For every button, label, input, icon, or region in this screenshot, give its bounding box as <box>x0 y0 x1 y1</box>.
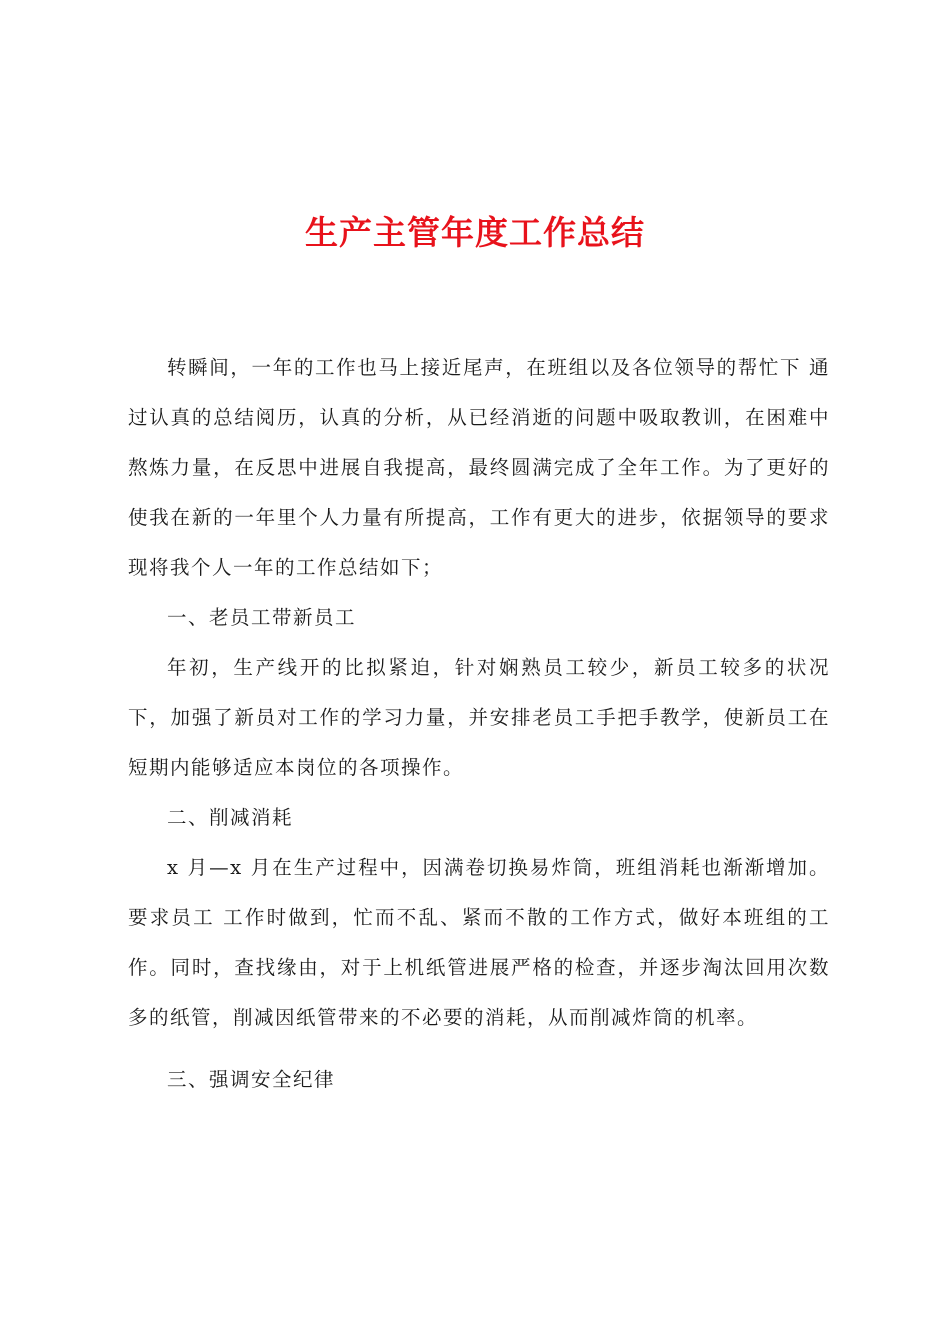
section-heading-3: 三、强调安全纪律 <box>167 1068 336 1091</box>
document-title: 生产主管年度工作总结 <box>305 213 645 252</box>
section-heading-1: 一、老员工带新员工 <box>167 606 357 629</box>
document-body <box>128 343 830 1105</box>
section-heading-2: 二、削减消耗 <box>167 806 294 829</box>
section-body-1: 年初，生产线开的比拟紧迫，针对娴熟员工较少，新员工较多的状况下，加强了新员对工作的学习力量，并安排老员工手把手教学，使新员工在短期内能够适应本岗位的各项操作。 <box>128 656 830 779</box>
section-body-2: x 月—x 月在生产过程中，因满卷切换易炸筒，班组消耗也渐渐增加。要求员工 工作时做到，忙而不乱、紧而不散的工作方式，做好本班组的工作。同时，查找缘由，对于上机纸管进展严格的检查，并逐步淘汰回用次数多的纸管，削减因纸管带来的不必要的消耗，从而削减炸筒的机率。 <box>128 856 830 1029</box>
intro-paragraph: 转瞬间，一年的工作也马上接近尾声，在班组以及各位领导的帮忙下 通过认真的总结阅历，认真的分析，从已经消逝的问题中吸取教训，在困难中熬炼力量，在反思中进展自我提高，最终圆满完成了全年工作。为了更好的使我在新的一年里个人力量有所提高，工作有更大的进步，依据领导的要求现将我个人一年的工作总结如下； <box>128 356 830 579</box>
